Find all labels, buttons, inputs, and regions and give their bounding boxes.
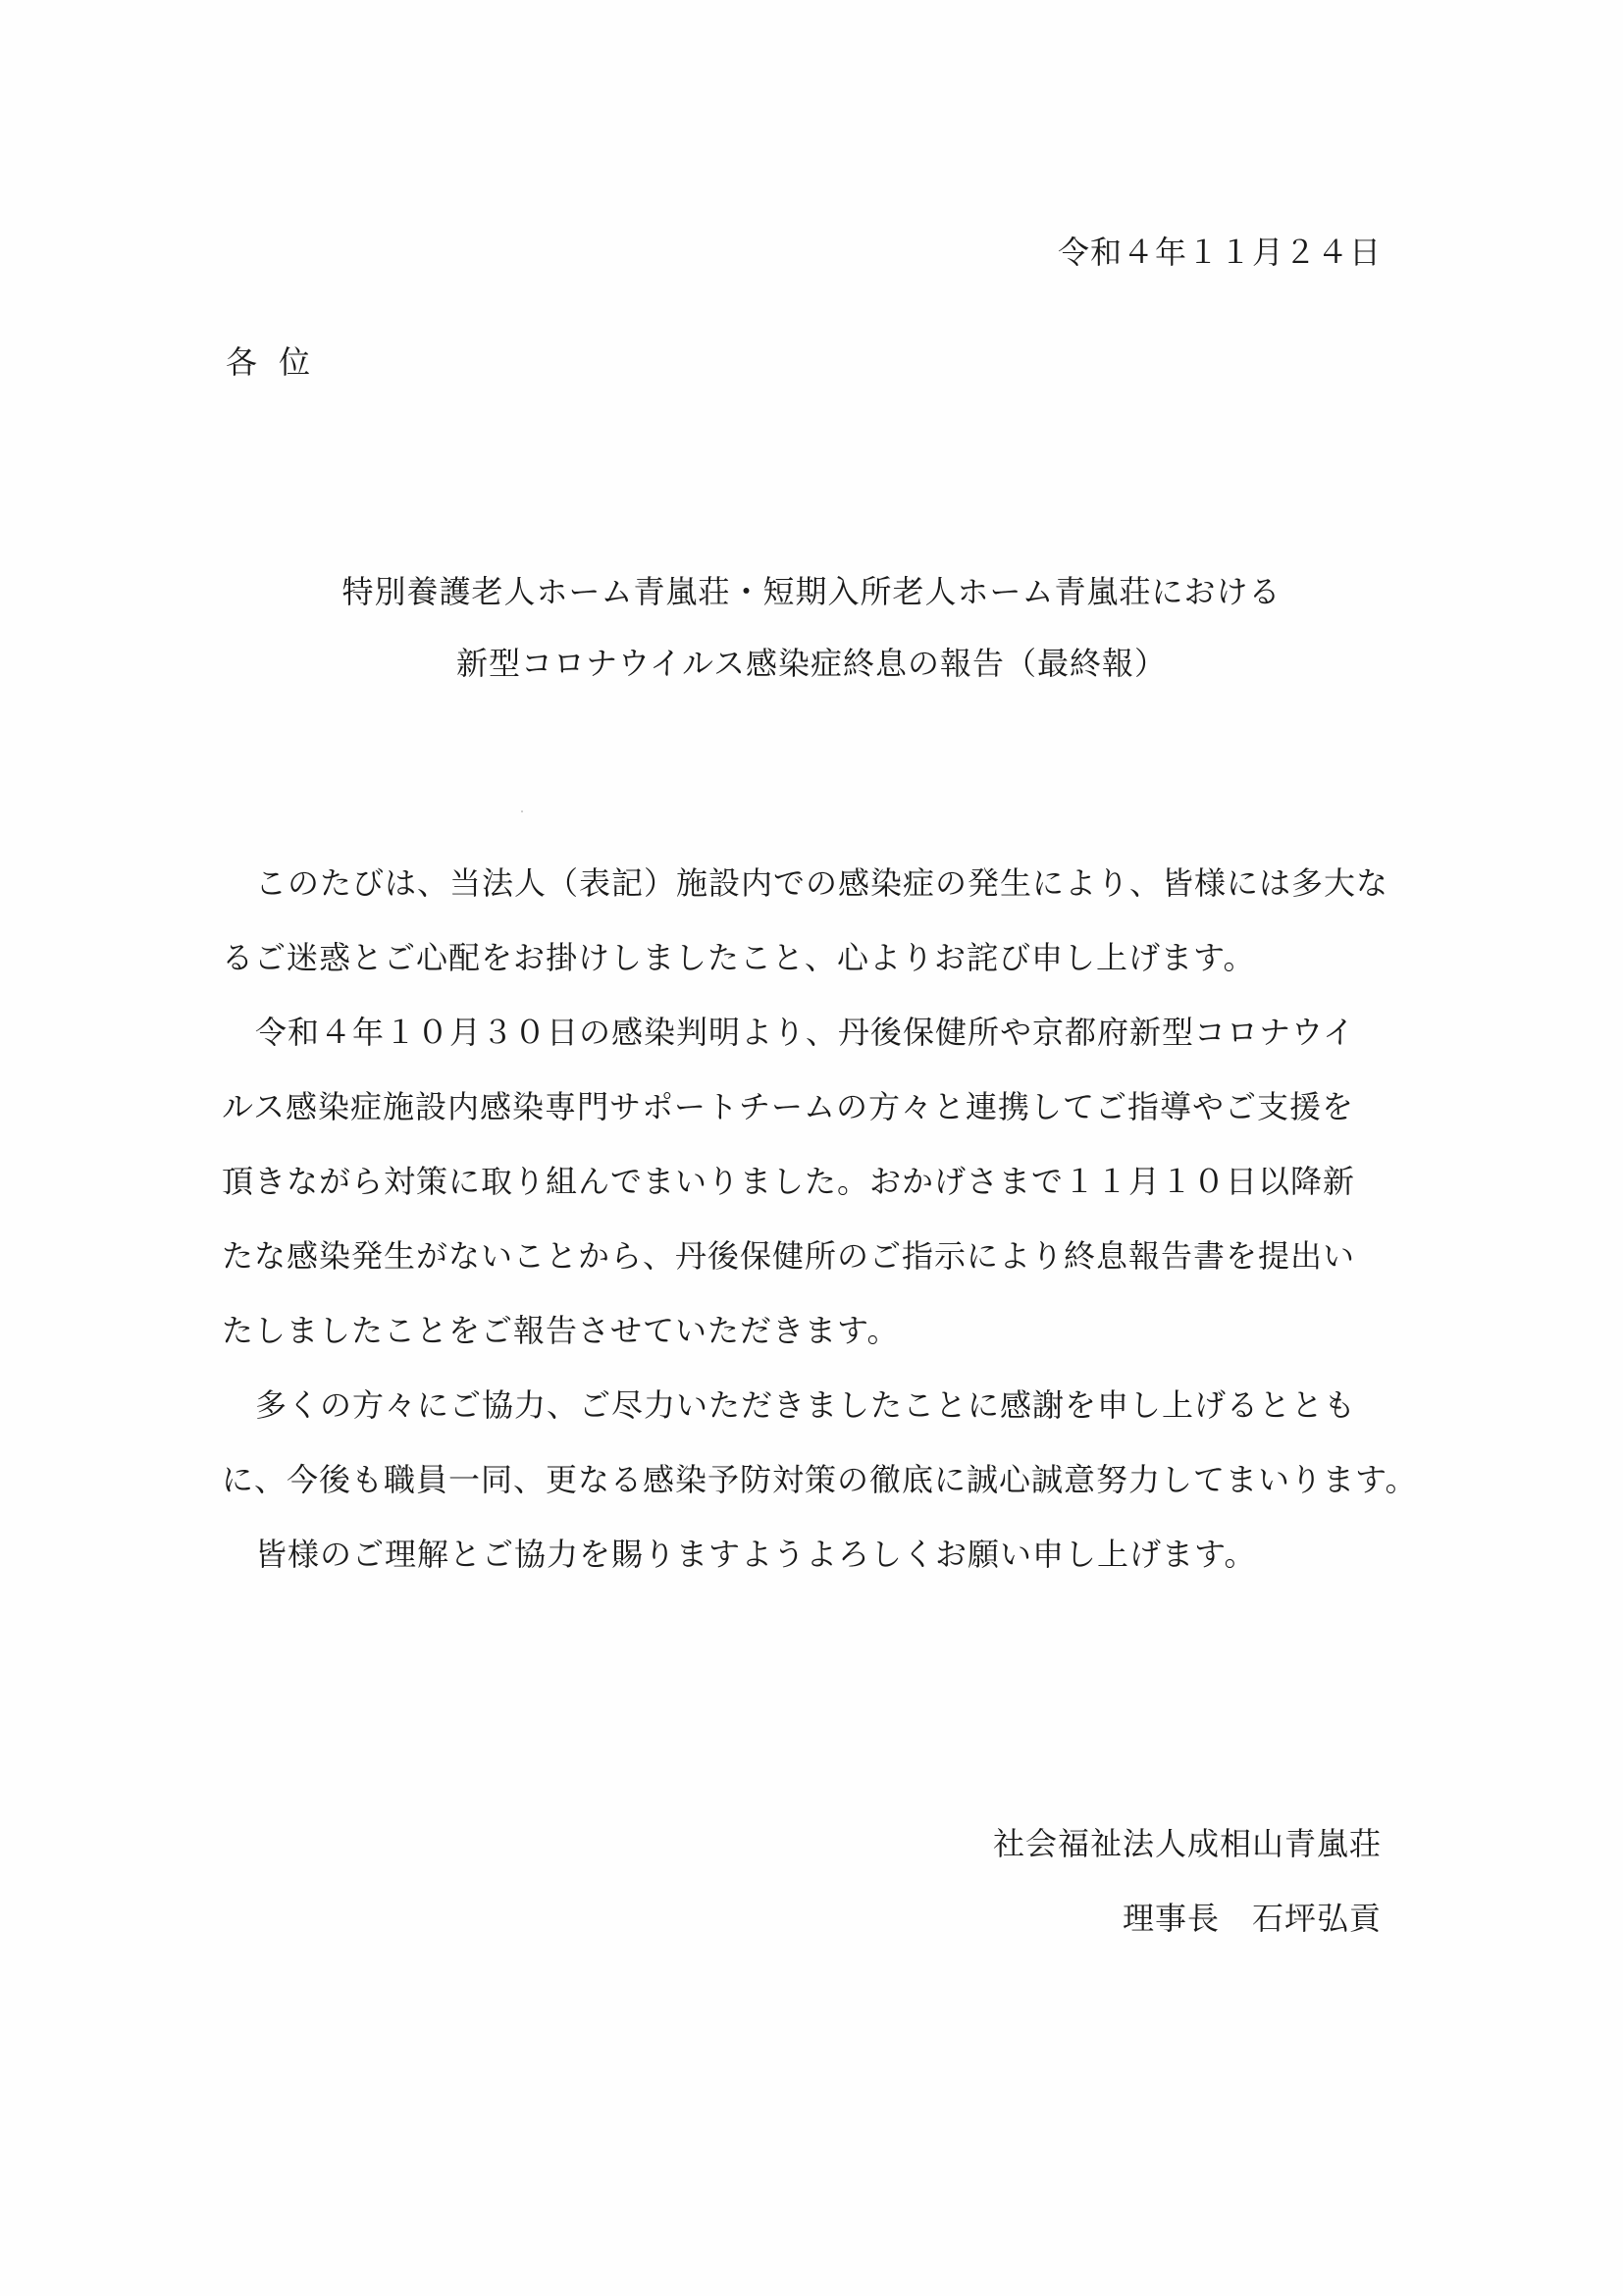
signature-signer: 理事長 石坪弘貢 xyxy=(1122,1900,1382,1937)
addressee: 各位 xyxy=(226,343,333,381)
body-line-10: 皆様のご理解とご協力を賜りますようよろしくお願い申し上げます。 xyxy=(255,1536,1257,1573)
body-line-7: たしましたことをご報告させていただきます。 xyxy=(222,1312,900,1349)
document-title-line-1: 特別養護老人ホーム青嵐荘・短期入所老人ホーム青嵐荘における xyxy=(341,573,1282,610)
body-line-8: 多くの方々にご協力、ご尽力いただきましたことに感謝を申し上げるととも xyxy=(255,1386,1357,1424)
document-date: 令和４年１１月２４日 xyxy=(1057,234,1382,271)
body-line-9: に、今後も職員一同、更なる感染予防対策の徹底に誠心誠意努力してまいります。 xyxy=(222,1461,1418,1498)
scan-speck xyxy=(521,810,523,812)
body-line-3: 令和４年１０月３０日の感染判明より、丹後保健所や京都府新型コロナウイ xyxy=(255,1014,1356,1051)
body-line-2: るご迷惑とご心配をお掛けしましたこと、心よりお詫び申し上げます。 xyxy=(222,939,1256,976)
signature-organization: 社会福祉法人成相山青嵐荘 xyxy=(992,1825,1382,1862)
document-title-line-2: 新型コロナウイルス感染症終息の報告（最終報） xyxy=(455,645,1168,682)
body-line-5: 頂きながら対策に取り組んでまいりました。おかげさまで１１月１０日以降新 xyxy=(222,1163,1356,1200)
body-line-4: ルス感染症施設内感染専門サポートチームの方々と連携してご指導やご支援を xyxy=(222,1088,1355,1125)
body-line-1: このたびは、当法人（表記）施設内での感染症の発生により、皆様には多大な xyxy=(255,864,1389,902)
body-line-6: たな感染発生がないことから、丹後保健所のご指示により終息報告書を提出い xyxy=(222,1237,1356,1275)
